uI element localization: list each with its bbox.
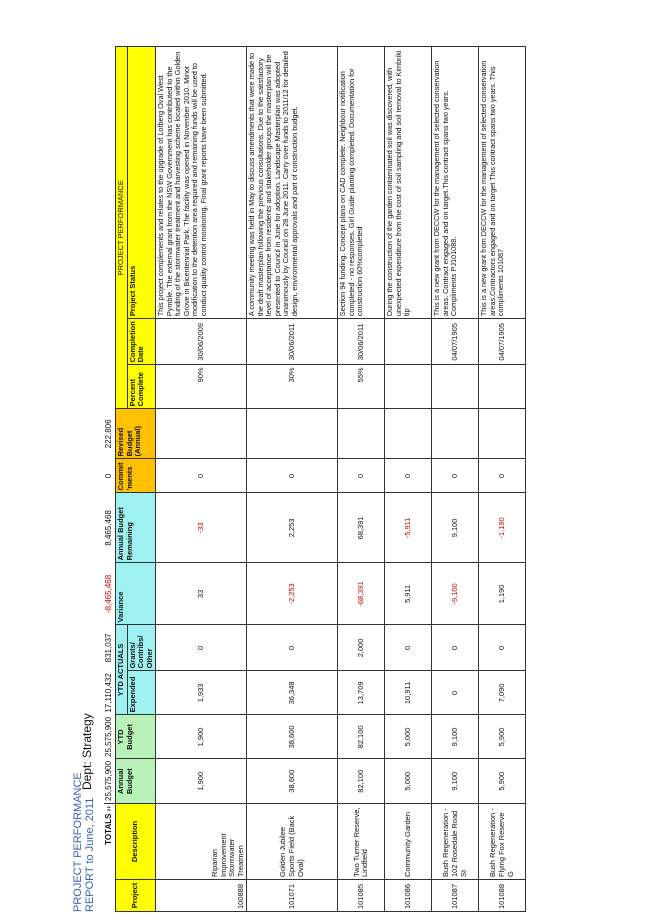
- cell-project: 100888: [156, 880, 247, 912]
- cell-grants: 2,000: [338, 625, 385, 671]
- cell-annual-remaining: -1,190: [479, 493, 526, 563]
- cell-revised-budget: [479, 409, 526, 459]
- cell-annual-remaining: -5,911: [385, 493, 432, 563]
- totals-row: [104, 47, 116, 912]
- cell-annual-budget: 5,000: [385, 759, 432, 804]
- cell-project: 101085: [338, 880, 385, 912]
- totals-grants: 831,037: [104, 633, 114, 663]
- cell-percent-complete: [385, 365, 432, 409]
- col-commitments: Commit 'ments: [116, 459, 156, 493]
- totals-variance: -8,465,468: [104, 574, 114, 614]
- cell-variance: 1,190: [479, 563, 526, 625]
- cell-project: 101086: [385, 880, 432, 912]
- cell-expended: 1,933: [156, 671, 247, 715]
- cell-expended: 7,090: [479, 671, 526, 715]
- col-revised-budget: Revised Budget (Annual): [116, 409, 156, 459]
- cell-project-status: This project complements and relates to the upgrade of Lofberg Oval West Pymble. The external grant from the NSW Government has contributed to the funding of the stormwater treatment and harvesting scheme located within Golden Grove in Bicentennial Park. The facility was opened in November 2010. Minor modification to the detention area required and remaining funds will be used to conduct quality control monitoring. Final grant reports have been submitted.: [156, 47, 247, 319]
- cell-annual-budget: 5,900: [479, 759, 526, 804]
- totals-annual-budget: 25,575,900: [104, 759, 116, 804]
- col-project-status: Project Status: [127, 47, 156, 319]
- cell-expended: 36,348: [247, 671, 338, 715]
- cell-percent-complete: 30%: [247, 365, 338, 409]
- cell-project-status: During the construction of the garden contaminated soil was discovered, with unexpected expenditure from the cost of soil sampling and soil removal to Kimbriki tip: [385, 47, 432, 319]
- cell-commitments: 0: [432, 459, 479, 493]
- cell-project-status: This is a new grant from DECCW for the management of selected conservation areas.Contractors engaged and on target This contract spans two years. This compliments 101087: [479, 47, 526, 319]
- col-percent-complete: Percent Complete: [127, 365, 156, 409]
- table-row: [432, 47, 479, 912]
- cell-expended: 13,709: [338, 671, 385, 715]
- cell-description: Bush Regeneration - 102 Rosedale Road St: [432, 804, 479, 880]
- cell-annual-remaining: 2,253: [247, 493, 338, 563]
- cell-percent-complete: 55%: [338, 365, 385, 409]
- cell-ytd-budget: 5,000: [385, 715, 432, 759]
- cell-commitments: 0: [479, 459, 526, 493]
- cell-variance: -9,100: [432, 563, 479, 625]
- cell-commitments: 0: [338, 459, 385, 493]
- cell-completion-date: 30/06/2011: [338, 319, 385, 365]
- col-annual-remaining: Annual Budget Remaining: [116, 493, 156, 563]
- totals-revised-budget: 222,806: [104, 419, 114, 449]
- cell-commitments: 0: [156, 459, 247, 493]
- cell-completion-date: [385, 319, 432, 365]
- col-variance: Variance: [116, 563, 156, 625]
- table-row: [247, 47, 338, 912]
- col-project: Project: [116, 880, 156, 912]
- cell-grants: 0: [432, 625, 479, 671]
- cell-grants: 0: [247, 625, 338, 671]
- cell-completion-date: 30/06/2009: [156, 319, 247, 365]
- cell-grants: 0: [385, 625, 432, 671]
- cell-commitments: 0: [385, 459, 432, 493]
- table-row: [156, 47, 247, 912]
- cell-annual-budget: 82,100: [338, 759, 385, 804]
- cell-variance: -2,253: [247, 563, 338, 625]
- cell-ytd-budget: 82,100: [338, 715, 385, 759]
- cell-description: Two Turner Reserve, Lindfield: [338, 804, 385, 880]
- cell-completion-date: 30/06/2011: [247, 319, 338, 365]
- cell-annual-remaining: 9,100: [432, 493, 479, 563]
- report-title: [72, 772, 96, 912]
- cell-description: Community Garden: [385, 804, 432, 880]
- totals-ytd-budget: 25,575,900: [104, 716, 114, 757]
- cell-project: 101071: [247, 880, 338, 912]
- department-label: Dept: Strategy: [80, 713, 94, 790]
- cell-annual-budget: 9,100: [432, 759, 479, 804]
- col-annual-budget: Annual Budget: [116, 759, 156, 804]
- totals-commitments: 0: [104, 473, 114, 479]
- cell-description: Bush Regeneration - Flying Fox Reserve G: [479, 804, 526, 880]
- cell-variance: -68,391: [338, 563, 385, 625]
- cell-revised-budget: [338, 409, 385, 459]
- cell-variance: 5,911: [385, 563, 432, 625]
- cell-percent-complete: 90%: [156, 365, 247, 409]
- cell-grants: 0: [479, 625, 526, 671]
- cell-project: 101088: [479, 880, 526, 912]
- table-row: [338, 47, 385, 912]
- cell-annual-budget: 38,600: [247, 759, 338, 804]
- col-project-performance: PROJECT PERFORMANCE: [116, 47, 128, 409]
- cell-ytd-budget: 9,100: [432, 715, 479, 759]
- cell-ytd-budget: 38,600: [247, 715, 338, 759]
- report-title-line2: REPORT to June, 2011: [84, 797, 96, 912]
- cell-ytd-budget: 5,900: [479, 715, 526, 759]
- totals-annual-remaining: 8,465,468: [104, 510, 114, 546]
- cell-project-status: Section 94 funding. Concept plans on CAD complete. Neighbour notification completed - no responses. Girl Guide planting completed. Documentation for construction 60%completed: [338, 47, 385, 319]
- col-completion-date: Completion Date: [127, 319, 156, 365]
- cell-project-status: A community meeting was held in May to discuss amendments that were made to the draft masterplan following the previous consultations. Due to the satisfactory level of acceptance from residents and stakeholder groups the masterplan will be presented to Council in June for adoption. Landscape Masterplan was adopted unanimously by Council on 28 June 2011. Carry over funds to 2011/12 for detailed design, environmental approvals and part of construction budget.: [247, 47, 338, 319]
- cell-description: Riparian Improvement Stormwater Treatmen: [156, 804, 247, 880]
- cell-expended: 0: [432, 671, 479, 715]
- cell-completion-date: 04/07/1905: [479, 319, 526, 365]
- cell-annual-remaining: -33: [156, 493, 247, 563]
- cell-variance: 33: [156, 563, 247, 625]
- cell-project-status: This is a new grant from DECCW for the management of selected conservation areas. Contract engaged and on target.This contract spans two years. Compliments PJ101088.: [432, 47, 479, 319]
- cell-revised-budget: [156, 409, 247, 459]
- cell-revised-budget: [432, 409, 479, 459]
- cell-project: 101087: [432, 880, 479, 912]
- cell-grants: 0: [156, 625, 247, 671]
- table-row: [385, 47, 432, 912]
- col-ytd-actuals: YTD ACTUALS: [116, 625, 128, 715]
- col-grants: Grants/ Contribs/ Other: [127, 625, 156, 671]
- cell-revised-budget: [247, 409, 338, 459]
- cell-commitments: 0: [247, 459, 338, 493]
- col-expended: Expended: [127, 671, 156, 715]
- cell-ytd-budget: 1,900: [156, 715, 247, 759]
- cell-completion-date: 04/07/1905: [432, 319, 479, 365]
- totals-expended: 17,110,432: [104, 673, 114, 713]
- cell-percent-complete: [432, 365, 479, 409]
- report-title-line1: PROJECT PERFORMANCE: [72, 772, 84, 912]
- cell-percent-complete: [479, 365, 526, 409]
- totals-label: TOTALS ››: [104, 806, 114, 845]
- project-performance-table: [104, 46, 526, 912]
- cell-expended: 10,911: [385, 671, 432, 715]
- header-row-1: [116, 47, 128, 912]
- cell-description: Golden Jubilee Sports Field (Back Oval): [247, 804, 338, 880]
- cell-annual-budget: 1,900: [156, 759, 247, 804]
- cell-revised-budget: [385, 409, 432, 459]
- cell-annual-remaining: 68,391: [338, 493, 385, 563]
- col-description: Description: [116, 804, 156, 880]
- table-row: [479, 47, 526, 912]
- col-ytd-budget: YTD Budget: [116, 715, 156, 759]
